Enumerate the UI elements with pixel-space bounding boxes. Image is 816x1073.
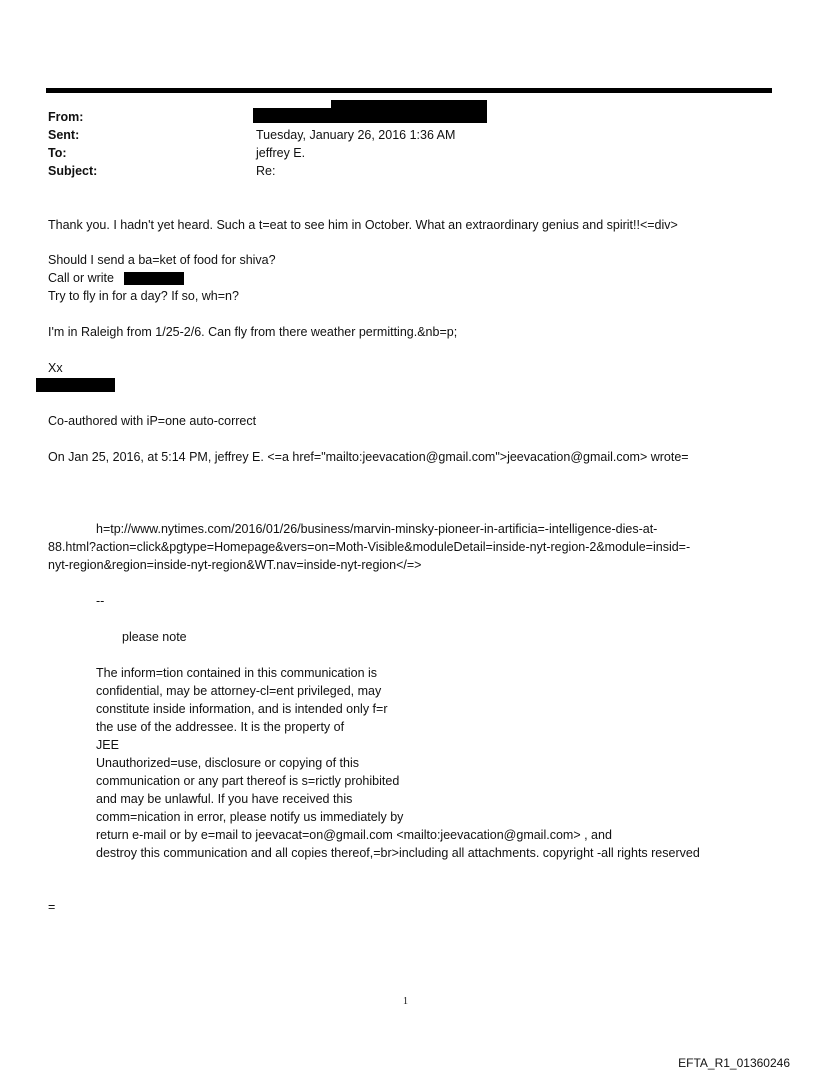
body-line: Thank you. I hadn't yet heard. Such a t=eat to see him in October. What an extraordinary genius and spirit!!<=div> <box>48 218 678 232</box>
body-line: I'm in Raleigh from 1/25-2/6. Can fly from there weather permitting.&nb=p; <box>48 325 458 339</box>
disclaimer-line: constitute inside information, and is intended only f=r <box>96 702 388 716</box>
quoted-url: nyt-region&region=inside-nyt-region&WT.nav=inside-nyt-region</=> <box>48 558 422 572</box>
to-label: To: <box>48 146 67 160</box>
quoted-header: On Jan 25, 2016, at 5:14 PM, jeffrey E. <=a href="mailto:jeevacation@gmail.com">jeevacation@gmail.com> wrote= <box>48 450 689 464</box>
header-rule <box>46 88 772 93</box>
signature-redaction <box>36 378 115 392</box>
trailer: = <box>48 900 56 914</box>
signoff: Xx <box>48 361 63 375</box>
disclaimer-line: communication or any part thereof is s=rictly prohibited <box>96 774 400 788</box>
body-line: Call or write <box>48 271 114 285</box>
page-number: 1 <box>403 996 408 1007</box>
sent-label: Sent: <box>48 128 80 142</box>
body-line: Try to fly in for a day? If so, wh=n? <box>48 289 239 303</box>
disclaimer-line: confidential, may be attorney-cl=ent privileged, may <box>96 684 382 698</box>
disclaimer-line: and may be unlawful. If you have received this <box>96 792 353 806</box>
phone-redaction <box>124 272 184 285</box>
disclaimer-line: destroy this communication and all copies thereof,=br>including all attachments. copyright -all rights reserved <box>96 846 700 860</box>
disclaimer-line: the use of the addressee. It is the property of <box>96 720 345 734</box>
from-redaction-2 <box>331 100 487 123</box>
subject-value: Re: <box>256 164 276 178</box>
disclaimer-line: Unauthorized=use, disclosure or copying of this <box>96 756 359 770</box>
disclaimer-line: The inform=tion contained in this communication is <box>96 666 378 680</box>
bates-number: EFTA_R1_01360246 <box>678 1056 790 1070</box>
from-redaction <box>253 108 333 123</box>
please-note: please note <box>122 630 187 644</box>
body-line: Should I send a ba=ket of food for shiva? <box>48 253 276 267</box>
from-label: From: <box>48 110 84 124</box>
disclaimer-line: return e-mail or by e=mail to jeevacat=on@gmail.com <mailto:jeevacation@gmail.com> , and <box>96 828 612 842</box>
disclaimer-line: comm=nication in error, please notify us immediately by <box>96 810 404 824</box>
separator: -- <box>96 594 105 608</box>
body-line: Co-authored with iP=one auto-correct <box>48 414 257 428</box>
quoted-url: 88.html?action=click&pgtype=Homepage&vers=on=Moth-Visible&moduleDetail=inside-nyt-region-2&module=insid=- <box>48 540 691 554</box>
subject-label: Subject: <box>48 164 98 178</box>
disclaimer-line: JEE <box>96 738 119 752</box>
quoted-url: h=tp://www.nytimes.com/2016/01/26/business/marvin-minsky-pioneer-in-artificia=-intelligence-dies-at- <box>96 522 658 536</box>
to-value: jeffrey E. <box>256 146 306 160</box>
sent-value: Tuesday, January 26, 2016 1:36 AM <box>256 128 456 142</box>
